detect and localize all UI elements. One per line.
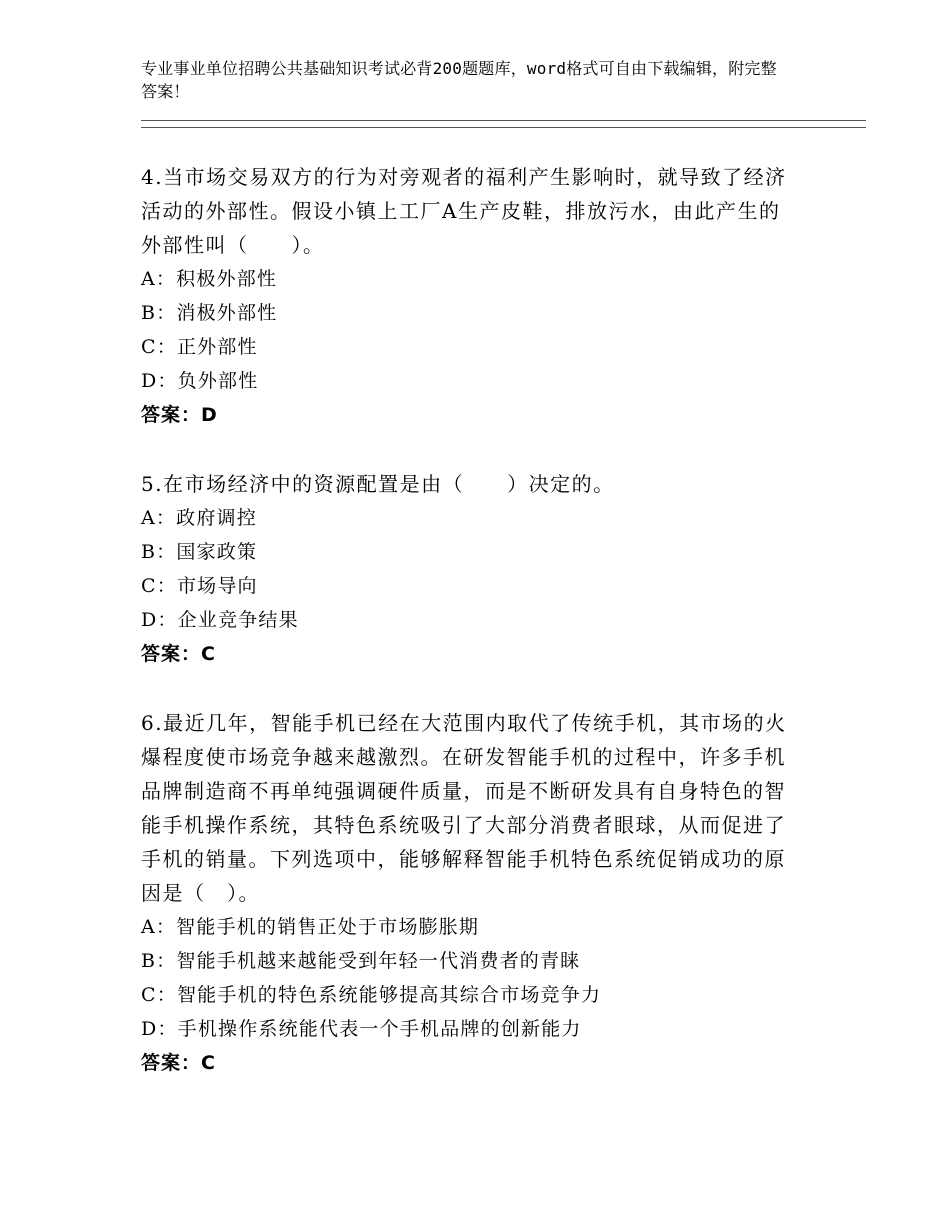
document-header: 专业事业单位招聘公共基础知识考试必背200题题库，word格式可自由下载编辑，附完整答案！ bbox=[141, 59, 777, 101]
option-b: B：智能手机越来越能受到年轻一代消费者的青睐 bbox=[141, 950, 581, 972]
question-block-5 bbox=[141, 467, 801, 671]
option-a: A：智能手机的销售正处于市场膨胀期 bbox=[141, 916, 480, 938]
answer-label: 答案：C bbox=[141, 643, 216, 665]
question-block-6 bbox=[141, 706, 801, 1080]
answer-label: 答案：D bbox=[141, 404, 218, 426]
option-b: B：消极外部性 bbox=[141, 302, 278, 324]
option-c: C：智能手机的特色系统能够提高其综合市场竞争力 bbox=[141, 984, 602, 1006]
option-a: A：政府调控 bbox=[141, 507, 257, 529]
question-block-4 bbox=[141, 160, 801, 432]
answer-label: 答案：C bbox=[141, 1052, 216, 1074]
option-c: C：市场导向 bbox=[141, 575, 258, 597]
option-d: D：企业竞争结果 bbox=[141, 609, 299, 631]
question-text: 5.在市场经济中的资源配置是由（ ）决定的。 bbox=[141, 472, 615, 496]
header-divider bbox=[141, 120, 866, 128]
option-d: D：手机操作系统能代表一个手机品牌的创新能力 bbox=[141, 1018, 582, 1040]
option-a: A：积极外部性 bbox=[141, 268, 278, 290]
option-b: B：国家政策 bbox=[141, 541, 258, 563]
option-c: C：正外部性 bbox=[141, 336, 258, 358]
question-text: 4.当市场交易双方的行为对旁观者的福利产生影响时，就导致了经济活动的外部性。假设小镇上工厂A生产皮鞋，排放污水，由此产生的外部性叫（ ）。 bbox=[141, 165, 787, 257]
option-d: D：负外部性 bbox=[141, 370, 259, 392]
question-text: 6.最近几年，智能手机已经在大范围内取代了传统手机，其市场的火爆程度使市场竞争越来越激烈。在研发智能手机的过程中，许多手机品牌制造商不再单纯强调硬件质量，而是不断研发具有自身特色的智能手机操作系统，其特色系统吸引了大部分消费者眼球，从而促进了手机的销量。下列选项中，能够解释智能手机特色系统促销成功的原因是（ ）。 bbox=[141, 711, 787, 905]
